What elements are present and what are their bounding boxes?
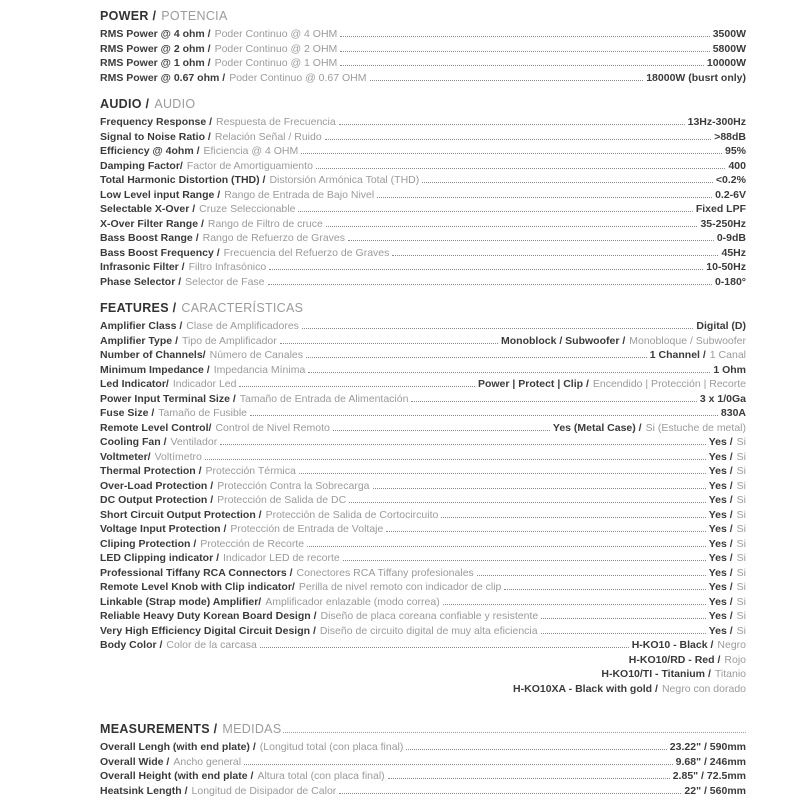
section-title-en: AUDIO /: [100, 97, 150, 111]
row-value-en: >88dB: [714, 130, 746, 143]
row-value-es: Si (Estuche de metal): [645, 421, 746, 434]
row-value-en: Yes /: [708, 552, 733, 564]
section-rows: [100, 27, 746, 85]
row-value-es: Negro con dorado: [661, 682, 746, 695]
row-value-en: Yes /: [708, 537, 733, 550]
row-value-es: Rojo: [724, 653, 746, 666]
section-heading: [100, 9, 746, 24]
row-label-en: Amplifier Type /: [100, 334, 178, 347]
row-label-es: Poder Continuo @ 2 OHM: [214, 42, 338, 55]
row-label-es: Distorsión Armónica Total (THD): [269, 174, 420, 186]
row-label-en: Overall Height (with end plate /: [100, 770, 254, 782]
row-value-en: Yes /: [708, 436, 733, 448]
row-label-en: X-Over Filter Range /: [100, 217, 204, 230]
leader-dots: [298, 211, 692, 212]
section-heading: [100, 722, 746, 737]
leader-dots: [301, 153, 722, 154]
row-label-es: Eficiencia @ 4 OHM: [203, 145, 299, 157]
row-label-en: Cliping Protection /: [100, 537, 197, 550]
leader-dots: [205, 459, 706, 460]
row-value-en: 23.22" / 590mm: [669, 741, 746, 753]
row-label-en: Fuse Size /: [100, 407, 155, 419]
row-value-en: 0-180°: [714, 275, 746, 288]
leader-dots: [339, 793, 681, 794]
leader-dots: [541, 633, 706, 634]
spec-row: [100, 173, 746, 188]
spec-row: [100, 27, 746, 42]
row-value-es: Si: [736, 436, 746, 448]
spec-row: [100, 115, 746, 130]
row-value-en: 1 Ohm: [713, 363, 746, 376]
spec-section: [100, 722, 746, 798]
row-value-en: 0-9dB: [716, 232, 746, 244]
leader-dots: [260, 647, 629, 648]
row-label-es: Protección de Salida de Cortocircuito: [265, 508, 439, 521]
leader-dots: [392, 255, 718, 256]
row-label-en: Selectable X-Over /: [100, 203, 196, 215]
row-label-en: Bass Boost Frequency /: [100, 246, 220, 259]
leader-dots: [388, 778, 670, 779]
row-label-es: Poder Continuo @ 4 OHM: [214, 28, 338, 40]
row-value-en: 830A: [720, 407, 746, 419]
spec-row: [100, 377, 746, 392]
spec-section: [100, 301, 746, 696]
row-value-en: Yes (Metal Case) /: [552, 421, 642, 434]
leader-dots: [541, 618, 706, 619]
row-value-es: Si: [736, 595, 746, 608]
row-label-en: Remote Level Knob with Clip indicator/: [100, 581, 295, 593]
leader-dots: [308, 372, 710, 373]
spec-section: [100, 97, 746, 289]
leader-dots: [504, 589, 705, 590]
section-title-es: POTENCIA: [161, 9, 228, 23]
row-value-en: Yes /: [708, 566, 733, 579]
leader-dots: [340, 36, 709, 37]
row-value-en: 2.85" / 72.5mm: [672, 770, 746, 782]
row-value-es: Titanio: [714, 668, 746, 680]
leader-dots: [340, 51, 709, 52]
leader-dots: [268, 284, 712, 285]
leader-dots: [283, 732, 746, 733]
spec-row: [100, 624, 746, 639]
row-label-en: Remote Level Control/: [100, 421, 212, 434]
spec-row: [100, 159, 746, 174]
row-label-es: Respuesta de Frecuencia: [216, 116, 336, 128]
row-value-en: Yes /: [708, 508, 733, 521]
row-label-es: Ventilador: [170, 436, 218, 448]
spec-row: [100, 406, 746, 421]
section-rows: [100, 115, 746, 289]
row-value-en: 400: [728, 159, 746, 172]
row-value-es: Monobloque / Subwoofer: [629, 334, 746, 347]
row-label-en: DC Output Protection /: [100, 494, 214, 506]
row-label-es: Protección de Salida de DC: [217, 494, 347, 506]
spec-row: [100, 551, 746, 566]
extra-value-row: [100, 653, 746, 668]
leader-dots: [325, 139, 712, 140]
spec-row: [100, 479, 746, 494]
spec-row: [100, 769, 746, 784]
row-value-es: Encendido | Protección | Recorte: [592, 378, 746, 390]
row-label-en: Number of Channels/: [100, 349, 206, 361]
leader-dots: [411, 401, 696, 402]
sections-container: [100, 9, 746, 798]
row-label-es: Tamaño de Fusible: [158, 407, 247, 419]
row-value-en: 10000W: [706, 57, 746, 69]
leader-dots: [250, 415, 718, 416]
spec-row: [100, 493, 746, 508]
row-value-es: Si: [736, 523, 746, 535]
row-label-es: Voltímetro: [154, 450, 202, 463]
row-value-en: Fixed LPF: [695, 203, 746, 215]
leader-dots: [302, 328, 694, 329]
row-value-es: Si: [736, 610, 746, 622]
row-label-es: Rango de Entrada de Bajo Nivel: [224, 188, 375, 201]
row-label-en: Total Harmonic Distortion (THD) /: [100, 174, 266, 186]
row-label-en: Led Indicator/: [100, 378, 169, 390]
row-label-en: Bass Boost Range /: [100, 232, 199, 244]
row-label-es: Factor de Amortiguamiento: [186, 159, 313, 172]
row-label-en: RMS Power @ 1 ohm /: [100, 57, 211, 69]
row-value-es: Si: [736, 581, 746, 593]
row-value-es: Si: [736, 494, 746, 506]
row-label-es: Color de la carcasa: [166, 639, 257, 651]
row-label-es: Amplificador enlazable (modo correa): [265, 595, 440, 608]
extra-value-row: [100, 667, 746, 682]
spec-row: [100, 566, 746, 581]
row-value-en: H-KO10/RD - Red /: [628, 653, 721, 666]
spec-row: [100, 275, 746, 290]
row-label-en: Low Level input Range /: [100, 188, 221, 201]
row-label-en: Signal to Noise Ratio /: [100, 130, 211, 143]
row-label-es: Poder Continuo @ 0.67 OHM: [229, 71, 367, 84]
row-value-es: Si: [736, 450, 746, 463]
row-value-en: Yes /: [708, 479, 733, 492]
row-label-en: Over-Load Protection /: [100, 479, 214, 492]
row-label-en: Power Input Terminal Size /: [100, 392, 236, 405]
section-title-en: POWER /: [100, 9, 157, 23]
row-value-en: Yes /: [708, 610, 733, 622]
row-value-en: 9.68" / 246mm: [675, 755, 746, 768]
row-label-es: Tamaño de Entrada de Alimentación: [239, 392, 409, 405]
row-value-en: Yes /: [708, 581, 733, 593]
row-label-es: Control de Nivel Remoto: [215, 421, 330, 434]
row-label-en: Overall Lengh (with end plate) /: [100, 741, 256, 753]
leader-dots: [343, 560, 706, 561]
row-value-en: 5800W: [712, 42, 746, 55]
row-value-en: 3500W: [712, 28, 746, 40]
row-label-es: Protección Contra la Sobrecarga: [217, 479, 370, 492]
leader-dots: [477, 575, 706, 576]
row-value-en: 0.2-6V: [715, 188, 746, 201]
spec-row: [100, 450, 746, 465]
section-title-es: CARACTERÍSTICAS: [181, 301, 304, 315]
row-label-es: Indicador LED de recorte: [223, 552, 340, 564]
row-value-en: Power | Protect | Clip /: [477, 378, 589, 390]
row-value-en: 95%: [724, 145, 746, 157]
leader-dots: [326, 226, 698, 227]
spec-row: [100, 42, 746, 57]
spec-row: [100, 231, 746, 246]
spec-row: [100, 188, 746, 203]
row-value-en: 3 x 1/0Ga: [699, 392, 746, 405]
row-label-es: Número de Canales: [209, 349, 303, 361]
row-label-es: Altura total (con placa final): [257, 770, 385, 782]
leader-dots: [386, 531, 705, 532]
row-label-en: Minimum Impedance /: [100, 363, 210, 376]
row-label-es: Clase de Amplificadores: [186, 320, 299, 332]
row-value-es: Si: [736, 624, 746, 637]
spec-row: [100, 740, 746, 755]
row-label-en: Overall Wide /: [100, 755, 170, 768]
row-label-es: Protección de Recorte: [200, 537, 305, 550]
row-label-en: RMS Power @ 2 ohm /: [100, 42, 211, 55]
row-label-es: Protección de Entrada de Voltaje: [230, 523, 384, 535]
spec-row: [100, 260, 746, 275]
leader-dots: [307, 546, 706, 547]
row-value-es: Si: [736, 508, 746, 521]
leader-dots: [220, 444, 706, 445]
row-value-es: Si: [736, 566, 746, 579]
row-label-es: Rango de Refuerzo de Graves: [202, 232, 346, 244]
spec-row: [100, 392, 746, 407]
row-label-en: Frequency Response /: [100, 116, 213, 128]
spec-row: [100, 334, 746, 349]
row-label-en: RMS Power @ 0.67 ohm /: [100, 71, 226, 84]
row-label-es: Relación Señal / Ruido: [214, 130, 322, 143]
row-label-en: Thermal Protection /: [100, 465, 202, 477]
row-value-es: Si: [736, 465, 746, 477]
section-title-en: MEASUREMENTS /: [100, 722, 218, 736]
row-label-es: Ancho general: [173, 755, 242, 768]
leader-dots: [373, 488, 706, 489]
row-label-en: Voltmeter/: [100, 450, 151, 463]
row-value-en: 18000W (busrt only): [646, 71, 746, 84]
row-value-en: Yes /: [708, 624, 733, 637]
spec-row: [100, 435, 746, 450]
spec-row: [100, 144, 746, 159]
section-rows: [100, 319, 746, 696]
section-rows: [100, 740, 746, 798]
leader-dots: [269, 269, 703, 270]
spec-row: [100, 130, 746, 145]
spec-row: [100, 319, 746, 334]
spec-section: [100, 9, 746, 85]
spec-row: [100, 421, 746, 436]
row-value-en: Monoblock / Subwoofer /: [501, 334, 626, 347]
leader-dots: [340, 65, 704, 66]
spec-row: [100, 202, 746, 217]
spec-row: [100, 348, 746, 363]
row-label-en: Amplifier Class /: [100, 320, 183, 332]
row-value-en: Digital (D): [696, 320, 746, 332]
leader-dots: [349, 502, 706, 503]
row-value-en: 35-250Hz: [700, 217, 746, 230]
spec-row: [100, 609, 746, 624]
leader-dots: [239, 386, 474, 387]
spec-row: [100, 595, 746, 610]
spec-row: [100, 217, 746, 232]
row-label-es: Poder Continuo @ 1 OHM: [214, 57, 338, 69]
row-value-en: Yes /: [708, 450, 733, 463]
row-label-es: Selector de Fase: [185, 275, 265, 288]
row-label-en: Linkable (Strap mode) Amplifier/: [100, 595, 262, 608]
leader-dots: [370, 80, 644, 81]
row-label-es: Protección Térmica: [205, 465, 296, 477]
row-label-en: Cooling Fan /: [100, 436, 167, 448]
row-label-es: Longitud de Disipador de Calor: [191, 784, 337, 797]
row-label-en: Body Color /: [100, 639, 163, 651]
row-value-en: 45Hz: [721, 246, 746, 259]
spec-row: [100, 755, 746, 770]
row-label-en: Professional Tiffany RCA Connectors /: [100, 566, 293, 579]
spec-row: [100, 56, 746, 71]
extra-value-row: [100, 682, 746, 697]
row-value-en: H-KO10 - Black /: [631, 639, 714, 651]
row-label-es: (Longitud total (con placa final): [259, 741, 404, 753]
spec-row: [100, 522, 746, 537]
spec-row: [100, 363, 746, 378]
spec-row: [100, 580, 746, 595]
leader-dots: [406, 749, 666, 750]
row-label-en: Phase Selector /: [100, 275, 182, 288]
row-value-es: Si: [736, 479, 746, 492]
leader-dots: [339, 124, 685, 125]
spec-row: [100, 464, 746, 479]
leader-dots: [441, 517, 705, 518]
spec-row: [100, 537, 746, 552]
leader-dots: [333, 430, 550, 431]
row-label-es: Diseño de placa coreana confiable y resistente: [320, 610, 539, 622]
row-value-en: Yes /: [708, 494, 733, 506]
row-value-en: Yes /: [708, 595, 733, 608]
leader-dots: [299, 473, 706, 474]
spec-row: [100, 246, 746, 261]
row-value-es: Si: [736, 552, 746, 564]
row-label-es: Rango de Filtro de cruce: [207, 217, 323, 230]
leader-dots: [306, 357, 647, 358]
leader-dots: [316, 168, 726, 169]
row-value-en: Yes /: [708, 465, 733, 477]
row-label-es: Filtro Infrasónico: [188, 261, 267, 273]
row-value-en: 22" / 560mm: [684, 784, 746, 797]
section-heading: [100, 301, 746, 316]
row-label-en: Damping Factor/: [100, 159, 183, 172]
row-value-en: H-KO10XA - Black with gold /: [513, 682, 658, 695]
spec-row: [100, 638, 746, 653]
row-value-es: Negro: [717, 639, 746, 651]
row-label-es: Frecuencia del Refuerzo de Graves: [223, 246, 390, 259]
spec-row: [100, 508, 746, 523]
row-label-en: LED Clipping indicator /: [100, 552, 219, 564]
leader-dots: [377, 197, 712, 198]
row-label-es: Diseño de circuito digital de muy alta eficiencia: [319, 624, 538, 637]
row-value-en: 1 Channel /: [649, 349, 706, 361]
leader-dots: [443, 604, 706, 605]
leader-dots: [422, 182, 713, 183]
row-label-en: Reliable Heavy Duty Korean Board Design /: [100, 610, 317, 622]
row-value-es: 1 Canal: [709, 349, 746, 361]
spec-row: [100, 71, 746, 86]
leader-dots: [244, 764, 673, 765]
row-label-es: Impedancia Mínima: [213, 363, 306, 376]
row-value-en: <0.2%: [715, 174, 746, 186]
row-label-en: Efficiency @ 4ohm /: [100, 145, 200, 157]
leader-dots: [280, 343, 498, 344]
row-label-en: Voltage Input Protection /: [100, 523, 227, 535]
row-label-es: Tipo de Amplificador: [182, 334, 277, 347]
row-label-en: Short Circuit Output Protection /: [100, 508, 262, 521]
section-title-en: FEATURES /: [100, 301, 177, 315]
row-value-en: 10-50Hz: [706, 261, 746, 273]
row-value-en: H-KO10/TI - Titanium /: [601, 668, 711, 680]
row-label-en: Heatsink Length /: [100, 784, 188, 797]
section-heading: [100, 97, 746, 112]
leader-dots: [348, 240, 714, 241]
row-label-en: RMS Power @ 4 ohm /: [100, 28, 211, 40]
row-value-en: Yes /: [708, 523, 733, 535]
row-value-es: Si: [736, 537, 746, 550]
section-title-es: AUDIO: [154, 97, 196, 111]
row-label-en: Very High Efficiency Digital Circuit Design /: [100, 624, 316, 637]
row-label-en: Infrasonic Filter /: [100, 261, 185, 273]
row-value-en: 13Hz-300Hz: [687, 116, 746, 128]
spec-row: [100, 784, 746, 799]
row-label-es: Conectores RCA Tiffany profesionales: [296, 566, 474, 579]
row-label-es: Indicador Led: [172, 378, 237, 390]
row-label-es: Cruze Seleccionable: [199, 203, 296, 215]
section-title-es: MEDIDAS: [222, 722, 282, 736]
row-label-es: Perilla de nivel remoto con indicador de clip: [298, 581, 502, 593]
